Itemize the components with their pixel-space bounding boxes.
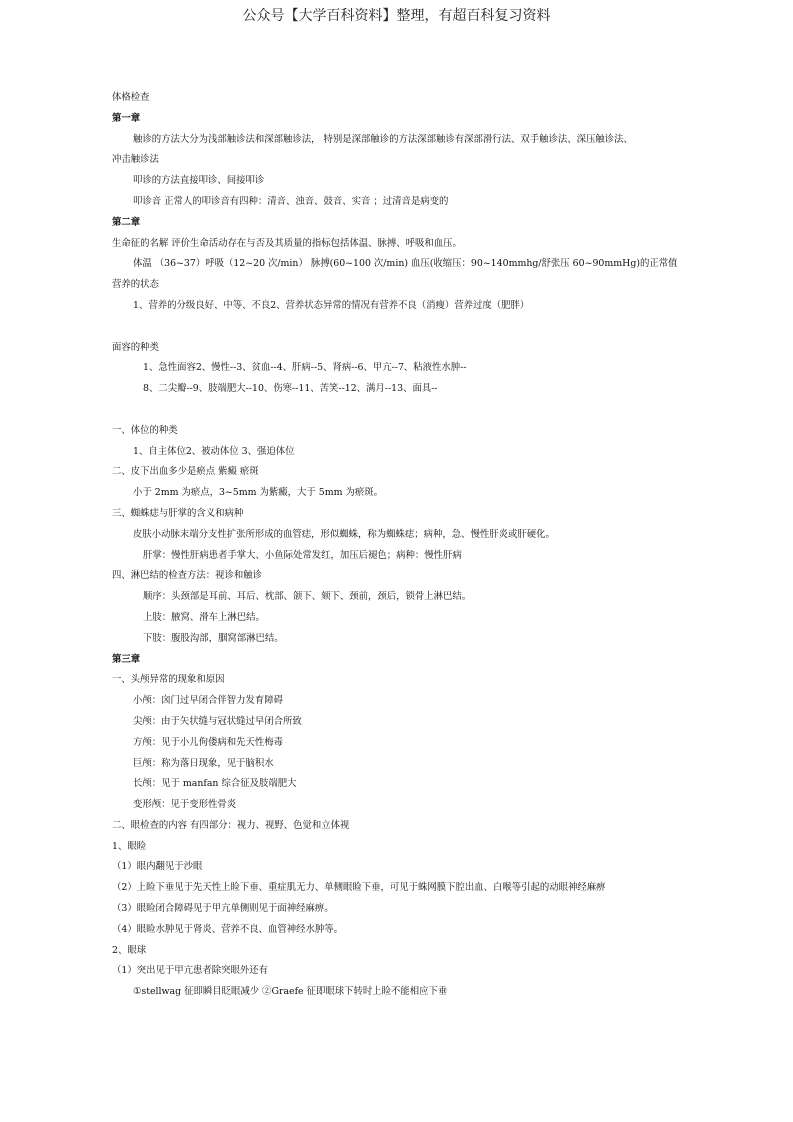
text-line: 叩诊的方法直接叩诊、间接叩诊 [133,175,265,187]
text-line: 变形颅：见于变形性骨炎 [133,799,237,811]
text-line: 方颅：见于小儿佝偻病和先天性梅毒 [133,736,284,748]
text-line: 三、蜘蛛痣与肝掌的含义和病种 [112,507,244,519]
text-line: 冲击触诊法 [112,154,159,166]
text-line: 巨颅：称为落日现象，见于脑积水 [133,757,274,769]
text-line: （1）突出见于甲亢患者除突眼外还有 [112,965,268,977]
text-line: 8、二尖瓣--9、肢端肥大--10、伤寒--11、苦笑--12、满月--13、面具-- [143,383,438,395]
chapter-heading: 第二章 [112,216,141,228]
text-line: 顺序：头颈部是耳前、耳后、枕部、颌下、颏下、颈前，颈后，锁骨上淋巴结。 [143,591,472,603]
text-line [112,317,712,338]
chapter-heading: 第三章 [112,653,141,665]
text-line: （3）眼睑闭合障碍见于甲亢单侧则见于面神经麻痹。 [112,903,334,915]
text-line: 体温 （36~37）呼吸（12~20 次/min） 脉搏(60~100 次/min) 血压(收缩压：90~140mmhg/舒张压 60~90mmHg)的正常值 [133,258,678,270]
text-line: 小颅：囟门过早闭合伴智力发育障碍 [133,695,284,707]
text-line: 2、眼球 [112,944,147,956]
text-line: 一、体位的种类 [112,424,178,436]
text-line: 1、急性面容2、慢性--3、贫血--4、肝病--5、肾病--6、甲亢--7、粘液性水肿-- [143,362,467,374]
text-line: ①stellwag 征即瞬目眨眼减少 ②Graefe 征即眼球下转时上睑不能相应下垂 [133,986,448,998]
text-line: 上肢：腋窝、滑车上淋巴结。 [143,611,265,623]
text-line: 体格检查 [112,92,150,103]
text-line: （4）眼睑水肿见于肾炎、营养不良、血管神经水肿等。 [112,923,343,935]
text-line [112,400,712,421]
chapter-heading: 第一章 [112,112,141,124]
text-line: 面容的种类 [112,341,159,353]
text-line: 二、眼检查的内容 有四部分：视力、视野、色觉和立体视 [112,819,350,831]
text-line: 生命征的名解 评价生命活动存在与否及其质量的指标包括体温、脉搏、呼吸和血压。 [112,237,462,249]
text-line: 1、营养的分级良好、中等、不良2、营养状态异常的情况有营养不良（消瘦）营养过度（肥胖） [133,299,530,311]
text-line: 四、淋巴结的检查方法：视诊和触诊 [112,570,263,582]
text-line: （2）上睑下垂见于先天性上睑下垂、重症肌无力、单侧眼睑下垂，可见于蛛网膜下腔出血、白喉等引起的动眼神经麻痹 [112,882,606,894]
text-line: 尖颅：由于矢状缝与冠状缝过早闭合所致 [133,715,302,727]
text-line: 1、眼睑 [112,840,147,852]
text-line: 营养的状态 [112,279,159,291]
text-line: 一、头颅异常的现象和原因 [112,674,225,686]
text-line: 长颅：见于 manfan 综合征及肢端肥大 [133,778,297,790]
document-body [112,88,712,1003]
page-header: 公众号【大学百科资料】整理，有超百科复习资料 [242,8,551,24]
text-line: 肝掌：慢性肝病患者手掌大、小鱼际处常发红，加压后褪色；病种：慢性肝病 [143,549,462,561]
text-line: 触诊的方法大分为浅部触诊法和深部触诊法， 特别是深部触诊的方法深部触诊有深部滑行法、双手触诊法、深压触诊法、 [133,133,633,145]
text-line: （1）眼内翻见于沙眼 [112,861,203,873]
text-line: 二、皮下出血多少是瘀点 紫癜 瘀斑 [112,466,259,478]
text-line: 皮肤小动脉末端分支性扩张所形成的血管痣，形似蜘蛛，称为蜘蛛痣；病种，急、慢性肝炎或肝硬化。 [133,528,555,540]
text-line: 叩诊音 正常人的叩诊音有四种：清音、浊音、鼓音、实音 ；过清音是病变的 [133,195,449,207]
text-line: 下肢：腹股沟部，腘窝部淋巴结。 [143,632,284,644]
text-line: 1、自主体位2、被动体位 3、强迫体位 [133,445,295,457]
text-line: 小于 2mm 为瘀点，3~5mm 为紫癜，大于 5mm 为瘀斑。 [133,487,383,499]
